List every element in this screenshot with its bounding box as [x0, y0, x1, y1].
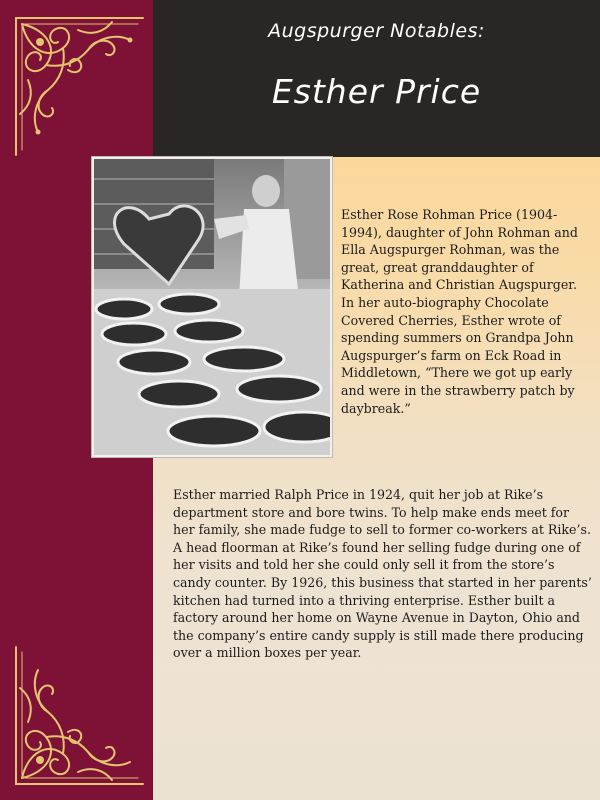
photo-icon	[94, 159, 330, 455]
photo-esther-price	[92, 157, 332, 457]
paragraph-2: Esther married Ralph Price in 1924, quit her job at Rike’s department store and bore twins. To help make ends meet for her family, she made fudge to sell to former co-workers at Rike’s. A head floorman at Rike’s found her selling fudge during one of her visits and told her she could only sell it from the store’s candy counter. By 1926, this business that started in her parents’ kitchen had turned into a thriving enterprise. Esther built a factory around her home on Wayne Avenue in Dayton, Ohio and the company’s entire candy supply is still made there producing over a million boxes per year.	[173, 487, 592, 661]
header-subtitle: Augspurger Notables:	[268, 20, 485, 42]
paragraph-1: Esther Rose Rohman Price (1904-1994), daughter of John Rohman and Ella Augspurger Rohman, was the great, great granddaughter of Katherina and Christian Augspurger. In her auto-biography Chocolate Covered Cherries, Esther wrote of spending summers on Grandpa John Augspurger’s farm on Eck Road in Middletown, “There we got up early and were in the strawberry patch by daybreak.”	[341, 207, 578, 416]
page-title: Esther Price	[271, 72, 482, 111]
corner-ornament-top-icon	[8, 10, 148, 160]
corner-ornament-bottom-icon	[8, 642, 148, 792]
